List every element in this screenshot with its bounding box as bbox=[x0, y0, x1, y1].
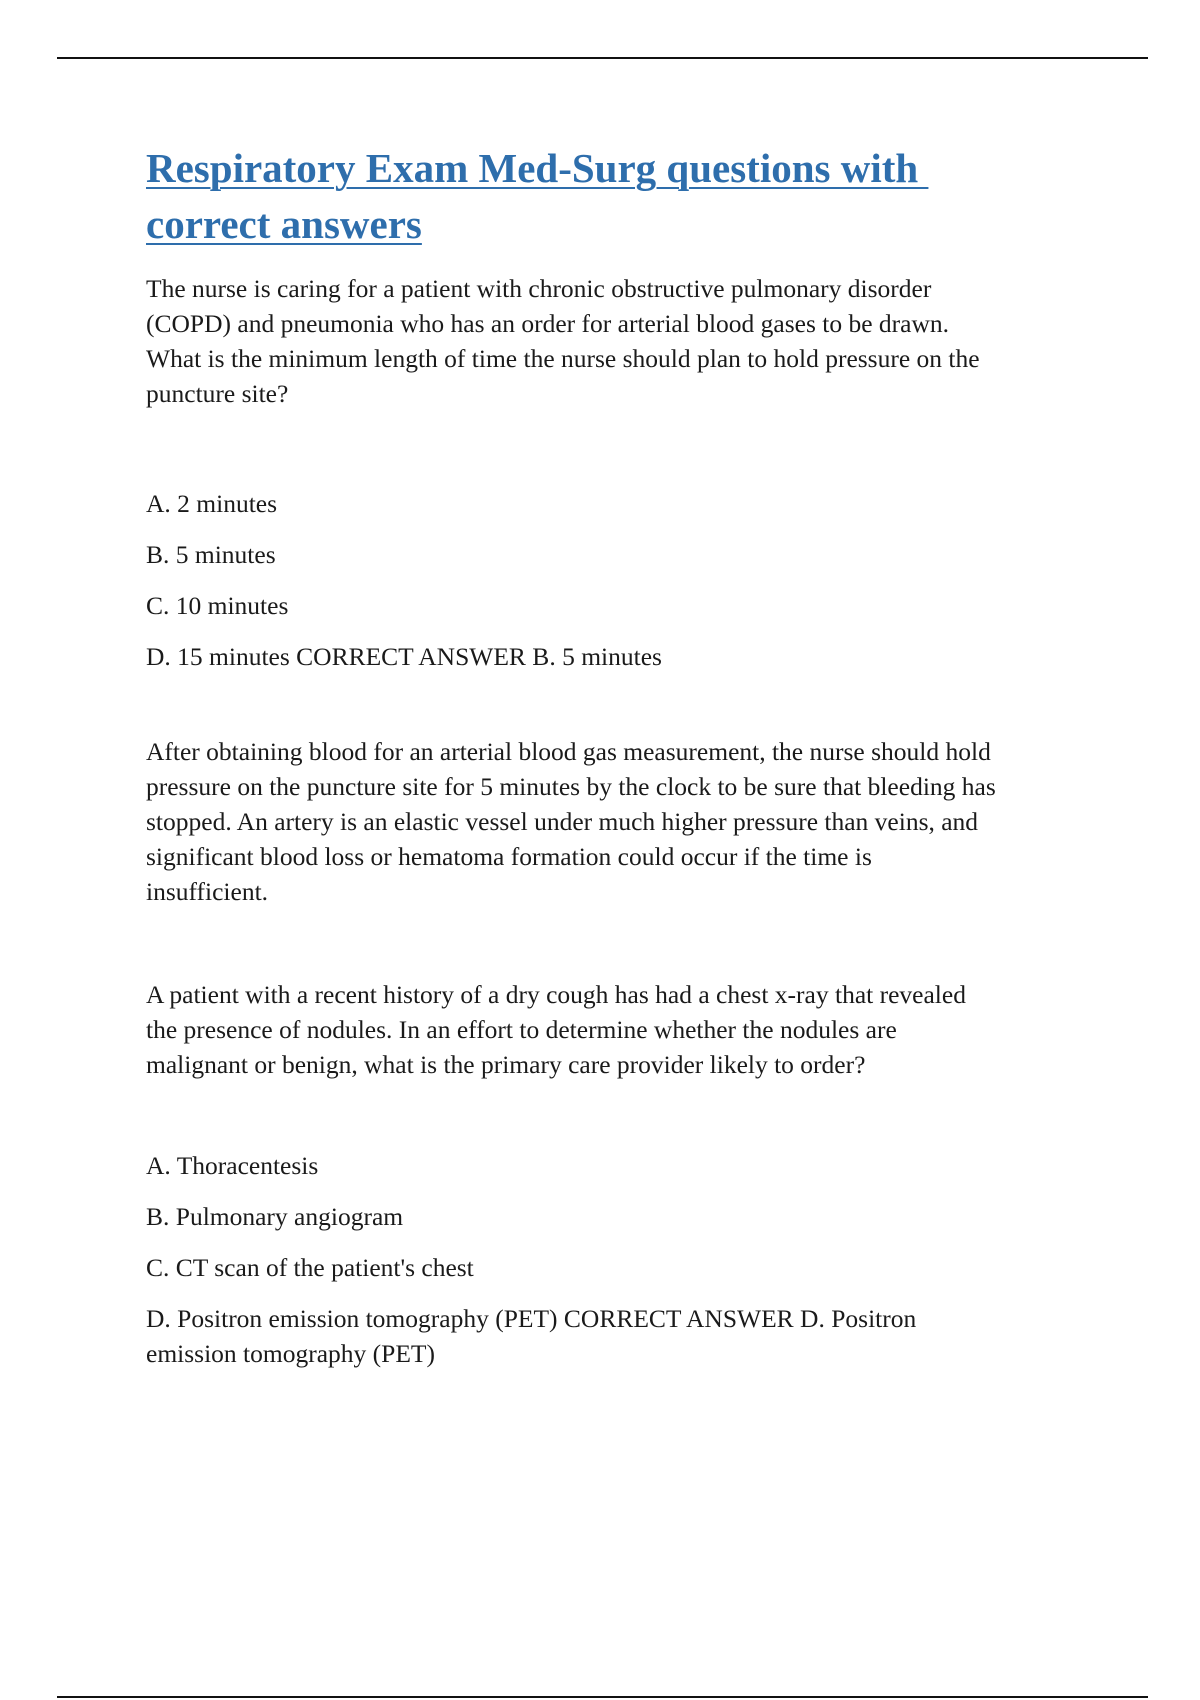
question-2-text bbox=[146, 977, 966, 1082]
document-title bbox=[146, 140, 928, 252]
option-b: B. 5 minutes bbox=[146, 540, 276, 569]
option-c: C. 10 minutes bbox=[146, 591, 289, 620]
text-line: puncture site? bbox=[146, 379, 289, 408]
option-b: B. Pulmonary angiogram bbox=[146, 1202, 404, 1231]
question-1-text bbox=[146, 271, 980, 411]
text-line: stopped. An artery is an elastic vessel under much higher pressure than veins, and bbox=[146, 807, 979, 836]
explanation-1 bbox=[146, 734, 996, 909]
question-1-options bbox=[146, 478, 662, 682]
option-d-continuation: emission tomography (PET) bbox=[146, 1339, 435, 1368]
text-line: A patient with a recent history of a dry cough has had a chest x-ray that revealed bbox=[146, 980, 966, 1009]
bottom-rule bbox=[57, 1696, 1148, 1698]
text-line: malignant or benign, what is the primary care provider likely to order? bbox=[146, 1050, 866, 1079]
text-line: the presence of nodules. In an effort to determine whether the nodules are bbox=[146, 1015, 897, 1044]
text-line: The nurse is caring for a patient with chronic obstructive pulmonary disorder bbox=[146, 274, 932, 303]
option-d-with-answer: D. 15 minutes CORRECT ANSWER B. 5 minutes bbox=[146, 642, 662, 671]
question-2-options bbox=[146, 1148, 916, 1371]
top-rule bbox=[57, 57, 1148, 59]
title-line: correct answers bbox=[146, 201, 422, 247]
option-d-with-answer: D. Positron emission tomography (PET) CORRECT ANSWER D. Positron bbox=[146, 1304, 917, 1333]
text-line: significant blood loss or hematoma formation could occur if the time is bbox=[146, 842, 872, 871]
text-line: pressure on the puncture site for 5 minutes by the clock to be sure that bleeding has bbox=[146, 772, 996, 801]
text-line: After obtaining blood for an arterial blood gas measurement, the nurse should hold bbox=[146, 737, 991, 766]
option-a: A. Thoracentesis bbox=[146, 1151, 319, 1180]
option-a: A. 2 minutes bbox=[146, 489, 278, 518]
text-line: insufficient. bbox=[146, 877, 269, 906]
option-c: C. CT scan of the patient's chest bbox=[146, 1253, 474, 1282]
text-line: What is the minimum length of time the nurse should plan to hold pressure on the bbox=[146, 344, 980, 373]
title-line: Respiratory Exam Med-Surg questions with bbox=[146, 145, 929, 191]
text-line: (COPD) and pneumonia who has an order for arterial blood gases to be drawn. bbox=[146, 309, 950, 338]
